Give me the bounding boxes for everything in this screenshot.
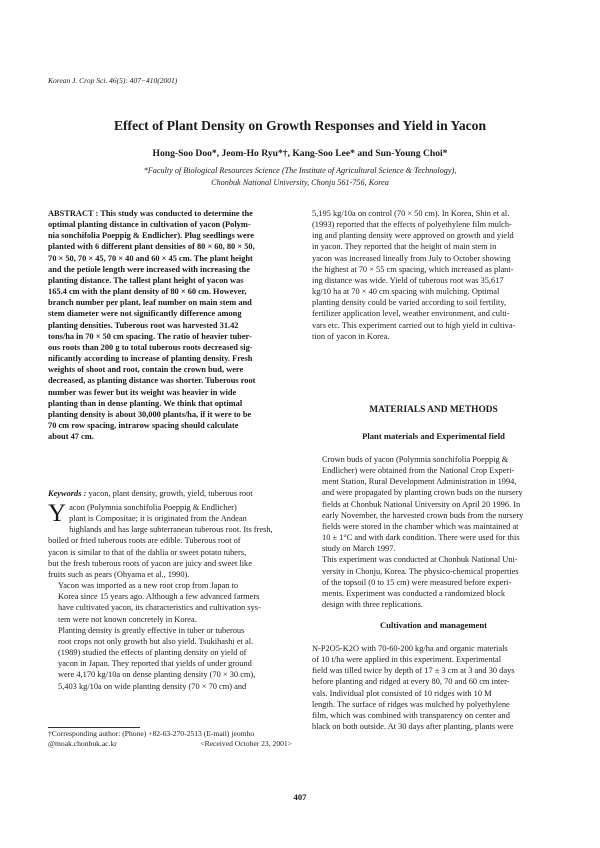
text-line: versity in Chonju, Korea. The physico-chemical properties: [322, 566, 519, 576]
intro-paragraph-2: [48, 580, 292, 625]
text-line: 10 ± 1°C and with dark condition. There were used for this: [322, 533, 520, 543]
text-line: weights of shoot and root, contain the crown bud, were: [48, 365, 244, 375]
paper-title: Effect of Plant Density on Growth Responses and Yield in Yacon: [113, 118, 487, 133]
text-line: N-P2O5-K2O with 70-60-200 kg/ha and organic materials: [312, 644, 508, 653]
text-line: ABSTRACT : This study was conducted to determine the: [48, 209, 253, 218]
text-line: kg/10 ha at 70 × 40 cm spacing with mulching. Optimal: [312, 287, 500, 297]
subsection-plant-materials: Plant materials and Experimental field: [362, 431, 505, 441]
introduction-left: [48, 502, 292, 692]
received-date: <Received October 23, 2001>: [200, 739, 292, 748]
text-line: planting densities. Tuberous root was harvested 31.42: [48, 320, 239, 330]
text-line: optimal planting distance in cultivation of yacon (Polym-: [48, 220, 251, 230]
text-line: ous roots than 200 g to total tuberous roots decreased sig-: [48, 342, 253, 352]
footnote-email: @moak.chonbuk.ac.kr: [48, 739, 117, 748]
text-line: have cultivated yacon, its characteristics and cultivation sys-: [58, 603, 261, 613]
text-line: nificantly according to increase of planting density. Fresh: [48, 354, 253, 364]
text-line: in yacon. They reported that the height of main stem in: [312, 242, 497, 252]
text-line: decreased, as planting distance was shorter. Tuberous root: [48, 376, 256, 386]
text-line: of the topsoil (0 to 15 cm) were measured before experi-: [322, 577, 512, 587]
page-number: 407: [293, 792, 307, 802]
text-line: were 4,170 kg/10a on dense planting density (70 × 30 cm),: [58, 670, 256, 680]
materials-paragraph-1: [312, 454, 555, 554]
text-line: branch number per plant, leaf number on main stem and: [48, 298, 252, 308]
footnote-line-1: †Corresponding author: (Phone) +82-63-270-2513 (E-mail) jeomho: [48, 729, 255, 738]
drop-cap: Y: [48, 500, 67, 527]
journal-citation: Korean J. Crop Sci. 46(5): 407−410(2001): [48, 76, 178, 85]
author-list: Hong-Soo Doo*, Jeom-Ho Ryu*†, Kang-Soo Lee* and Sun-Young Choi*: [152, 148, 448, 159]
abstract: [48, 208, 292, 442]
text-line: boiled or fried tuberous roots are edible. Tuberous root of: [48, 536, 241, 546]
subsection-cultivation: Cultivation and management: [380, 620, 487, 630]
text-line: Yacon was imported as a new root crop from Japan to: [58, 581, 239, 591]
materials-paragraph-2: [312, 554, 555, 610]
corresponding-author-footnote: [48, 729, 292, 749]
text-line: fields at Chonbuk National University on April 20 1996. In: [322, 499, 521, 509]
text-line: plant is Compositae; it is originated from the Andean: [69, 514, 247, 524]
keywords-text: yacon, plant density, growth, yield, tuberous root: [88, 489, 253, 498]
text-line: ing distance was wide. Yield of tuberous root was 35,617: [312, 275, 504, 285]
text-line: fruits such as pears (Ohyama et al., 1990).: [48, 569, 190, 579]
text-line: vars etc. This experiment carried out to high yield in cultiva-: [312, 320, 516, 330]
keywords-label: Keywords :: [48, 489, 87, 498]
text-line: vals. Individual plot consisted of 10 ridges with 10 M: [312, 688, 492, 698]
affiliation-line-2: Chonbuk National University, Chonju 561-756, Korea: [211, 178, 389, 187]
cultivation-text: [312, 643, 555, 732]
text-line: tem were not known concretely in Korea.: [58, 614, 197, 624]
text-line: ments. Experiment was conducted a randomized block: [322, 588, 506, 598]
text-line: (1993) reported that the effects of polyethylene film mulch-: [312, 220, 512, 230]
text-line: yacon is similar to that of the dahlia or sweet potato tubers,: [48, 547, 247, 557]
text-line: but the fresh tuberous roots of yacon are juicy and sweet like: [48, 558, 252, 568]
affiliation-line-1: *Faculty of Biological Resources Science (The Institute of Agricultural Science & Technology),: [143, 166, 457, 175]
text-line: field was tilled twice by depth of 17 ± 3 cm at 3 and 30 days: [312, 666, 515, 676]
plant-materials-text: [312, 454, 555, 610]
text-line: design with three replications.: [322, 600, 423, 610]
text-line: highlands and has large subterranean tuberous root. Its fresh,: [69, 525, 273, 535]
keywords: [48, 488, 292, 499]
text-line: ment Station, Rural Development Administration in 1994,: [322, 477, 517, 487]
text-line: tion of yacon in Korea.: [312, 331, 390, 341]
text-line: This experiment was conducted at Chonbuk National Uni-: [322, 555, 518, 565]
text-line: planting distance. The tallest plant height of yacon was: [48, 275, 244, 285]
text-line: acon (Polymnia sonchifolia Poeppig & Endlicher): [69, 503, 237, 512]
text-line: yacon was increased lineally from July to October showing: [312, 253, 511, 263]
text-line: planting than in dense planting. We think that optimal: [48, 398, 243, 408]
text-line: stem diameter were not significantly difference among: [48, 309, 242, 319]
intro-paragraph-3: [48, 625, 292, 692]
section-heading-materials-methods: MATERIALS AND METHODS: [369, 405, 498, 415]
intro-continued: [312, 208, 555, 342]
text-line: Endlicher) were obtained from the National Crop Experi-: [322, 466, 515, 476]
text-line: early November, the harvested crown buds from the nursery: [322, 510, 524, 520]
text-line: about 47 cm.: [48, 432, 94, 442]
text-line: yacon in Japan. They reported that yields of under ground: [58, 659, 252, 669]
text-line: fields were stored in the chamber which was maintained at: [322, 521, 519, 531]
text-line: fertilizer application level, weather environment, and culti-: [312, 309, 510, 319]
text-line: the highest at 70 × 55 cm spacing, which increased as plant-: [312, 264, 514, 274]
text-line: tons/ha in 70 × 50 cm spacing. The ratio of heavier tuber-: [48, 331, 252, 341]
text-line: black on both outside. At 30 days after planting, plants were: [312, 722, 514, 732]
text-line: nia sonchifolia Poeppig & Endlicher). Plug seedlings were: [48, 231, 254, 241]
text-line: (1989) studied the effects of planting density on yield of: [58, 648, 247, 658]
footnote-rule: [48, 727, 140, 728]
text-line: 70 × 50, 70 × 45, 70 × 40 and 60 × 45 cm. The plant height: [48, 253, 253, 263]
text-line: number was fewer but its weight was heavier in wide: [48, 387, 237, 397]
intro-paragraph-1: [48, 502, 292, 580]
text-line: planted with 6 different plant densities of 80 × 60, 80 × 50,: [48, 242, 255, 252]
text-line: Korea since 15 years ago. Although a few advanced farmers: [58, 592, 260, 602]
text-line: 70 cm row spacing, intrarow spacing should calculate: [48, 420, 239, 430]
text-line: planting density could be varied according to soil fertility,: [312, 298, 507, 308]
text-line: and the petiole length were increased with increasing the: [48, 264, 250, 274]
text-line: 5,195 kg/10a on control (70 × 50 cm). In Korea, Shin et al.: [312, 209, 510, 218]
text-line: and were propagated by planting crown buds on the nursery: [322, 488, 523, 498]
text-line: Crown buds of yacon (Polymnia sonchifolia Poeppig &: [322, 455, 509, 464]
text-line: before planting and ridged at every 80, 70 and 60 cm inter-: [312, 677, 510, 687]
text-line: of 10 t/ha were applied in this experiment. Experimental: [312, 655, 502, 665]
text-line: study on March 1997.: [322, 544, 396, 554]
text-line: film, which was combined with transparency on center and: [312, 710, 510, 720]
text-line: Planting density is greatly effective in tuber or tuberous: [58, 625, 245, 635]
text-line: ing and planting density were approved on growth and yield: [312, 231, 514, 241]
text-line: root crops not only growth but also yield. Tsukihashi et al.: [58, 636, 254, 646]
text-line: 165.4 cm with the plant density of 80 × 60 cm. However,: [48, 287, 247, 297]
text-line: 5,403 kg/10a on wide planting density (70 × 70 cm) and: [58, 681, 247, 691]
text-line: length. The surface of ridges was mulched by polyethylene: [312, 699, 510, 709]
text-line: planting density is about 30,000 plants/ha, if it were to be: [48, 409, 252, 419]
